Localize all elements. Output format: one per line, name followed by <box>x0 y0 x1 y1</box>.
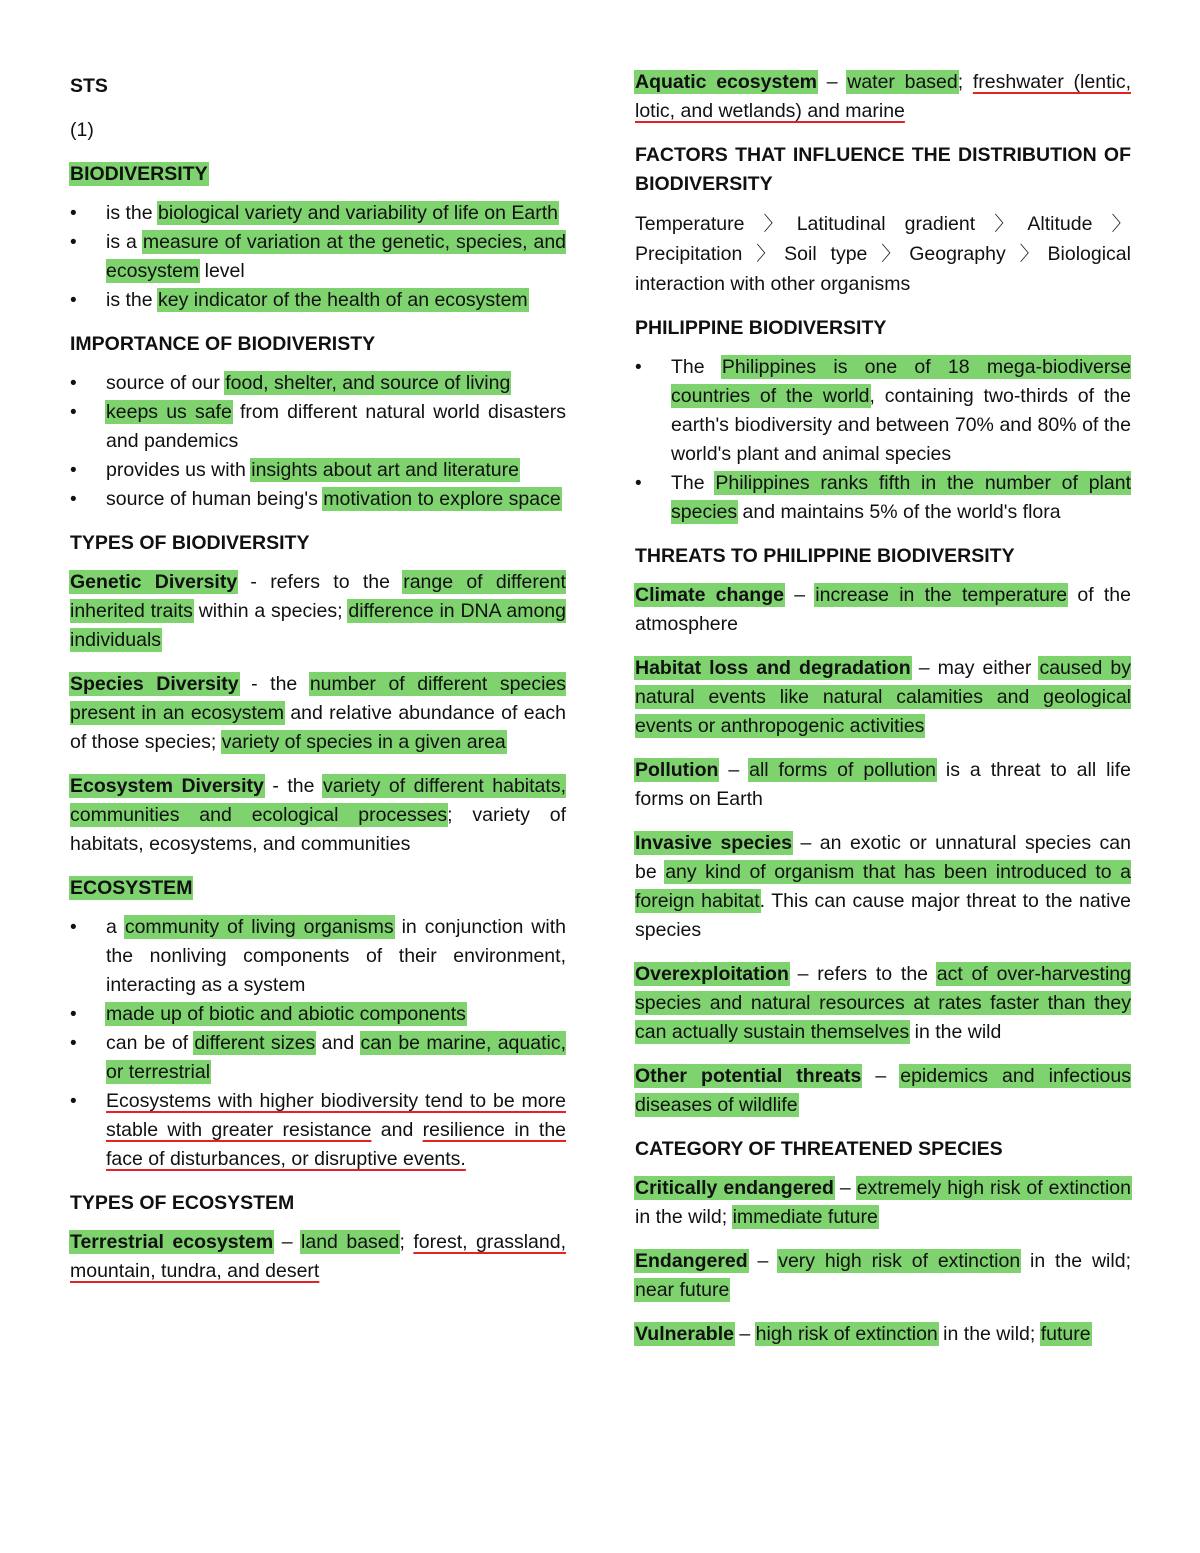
heading-category: CATEGORY OF THREATENED SPECIES <box>635 1138 1003 1160</box>
right-column <box>635 68 1131 1364</box>
list-item: • is the biological variety and variability of life on Earth <box>70 199 566 228</box>
heading-threats: THREATS TO PHILIPPINE BIODIVERSITY <box>635 545 1015 567</box>
heading-types-biodiversity: TYPES OF BIODIVERSITY <box>70 532 310 554</box>
genetic-diversity-paragraph: Genetic Diversity - refers to the range of different inherited traits within a species; difference in DNA among individuals <box>70 571 566 651</box>
category-vulnerable: Vulnerable – high risk of extinction in the wild; future <box>635 1323 1091 1345</box>
list-item: • source of human being's motivation to explore space <box>70 485 566 514</box>
heading-ecosystem: ECOSYSTEM <box>70 877 193 899</box>
heading-factors: FACTORS THAT INFLUENCE THE DISTRIBUTION OF BIODIVERSITY <box>635 144 1131 195</box>
philippine-list <box>635 353 1131 527</box>
threat-other: Other potential threats – epidemics and infectious diseases of wildlife <box>635 1065 1131 1116</box>
list-item: • source of our food, shelter, and source of living <box>70 369 566 398</box>
heading-types-ecosystem: TYPES OF ECOSYSTEM <box>70 1192 295 1214</box>
list-item: • is the key indicator of the health of an ecosystem <box>70 286 566 315</box>
heading-philippine-biodiversity: PHILIPPINE BIODIVERSITY <box>635 317 887 339</box>
category-endangered: Endangered – very high risk of extinction in the wild; near future <box>635 1250 1131 1301</box>
biodiversity-list <box>70 199 566 315</box>
aquatic-paragraph: Aquatic ecosystem – water based; freshwater (lentic, lotic, and wetlands) and marine <box>635 71 1131 122</box>
left-column <box>70 68 566 1301</box>
ecosystem-list <box>70 913 566 1174</box>
category-critical: Critically endangered – extremely high risk of extinction in the wild; immediate future <box>635 1177 1131 1228</box>
list-item: • is a measure of variation at the genetic, species, and ecosystem level <box>70 228 566 286</box>
heading-importance: IMPORTANCE OF BIODIVERISTY <box>70 333 376 355</box>
threat-invasive: Invasive species – an exotic or unnatural species can be any kind of organism that has been introduced to a foreign habitat. This can cause major threat to the native species <box>635 832 1132 941</box>
doc-title: STS <box>70 75 108 97</box>
factors-paragraph: Temperature 〉Latitudinal gradient 〉Altitude 〉Precipitation 〉Soil type 〉Geography 〉Biological interaction with other organisms <box>635 213 1131 295</box>
list-item: • a community of living organisms in conjunction with the nonliving components of their environment, interacting as a system <box>70 913 566 1000</box>
list-item: • The Philippines ranks fifth in the number of plant species and maintains 5% of the world's flora <box>635 469 1131 527</box>
list-item: • made up of biotic and abiotic components <box>70 1000 566 1029</box>
heading-biodiversity: BIODIVERSITY <box>70 163 208 185</box>
threat-habitat: Habitat loss and degradation – may either caused by natural events like natural calamities and geological events or anthropogenic activities <box>635 657 1131 737</box>
species-diversity-paragraph: Species Diversity - the number of different species present in an ecosystem and relative abundance of each of those species; variety of species in a given area <box>70 673 567 753</box>
list-item: • can be of different sizes and can be marine, aquatic, or terrestrial <box>70 1029 566 1087</box>
list-item: • The Philippines is one of 18 mega-biodiverse countries of the world, containing two-thirds of the earth's biodiversity and between 70% and 80% of the world's plant and animal species <box>635 353 1131 469</box>
list-item: • Ecosystems with higher biodiversity tend to be more stable with greater resistance and resilience in the face of disturbances, or disruptive events. <box>70 1087 566 1174</box>
page-number: (1) <box>70 119 94 141</box>
importance-list <box>70 369 566 514</box>
list-item: • provides us with insights about art and literature <box>70 456 566 485</box>
ecosystem-diversity-paragraph: Ecosystem Diversity - the variety of different habitats, communities and ecological processes; variety of habitats, ecosystems, and communities <box>70 775 566 855</box>
threat-pollution: Pollution – all forms of pollution is a threat to all life forms on Earth <box>635 759 1132 810</box>
list-item: • keeps us safe from different natural world disasters and pandemics <box>70 398 566 456</box>
terrestrial-paragraph: Terrestrial ecosystem – land based; forest, grassland, mountain, tundra, and desert <box>70 1231 566 1282</box>
threat-climate: Climate change – increase in the temperature of the atmosphere <box>635 584 1131 635</box>
threat-overexploitation: Overexploitation – refers to the act of over-harvesting species and natural resources at rates faster than they can actually sustain themselves in the wild <box>635 963 1131 1043</box>
